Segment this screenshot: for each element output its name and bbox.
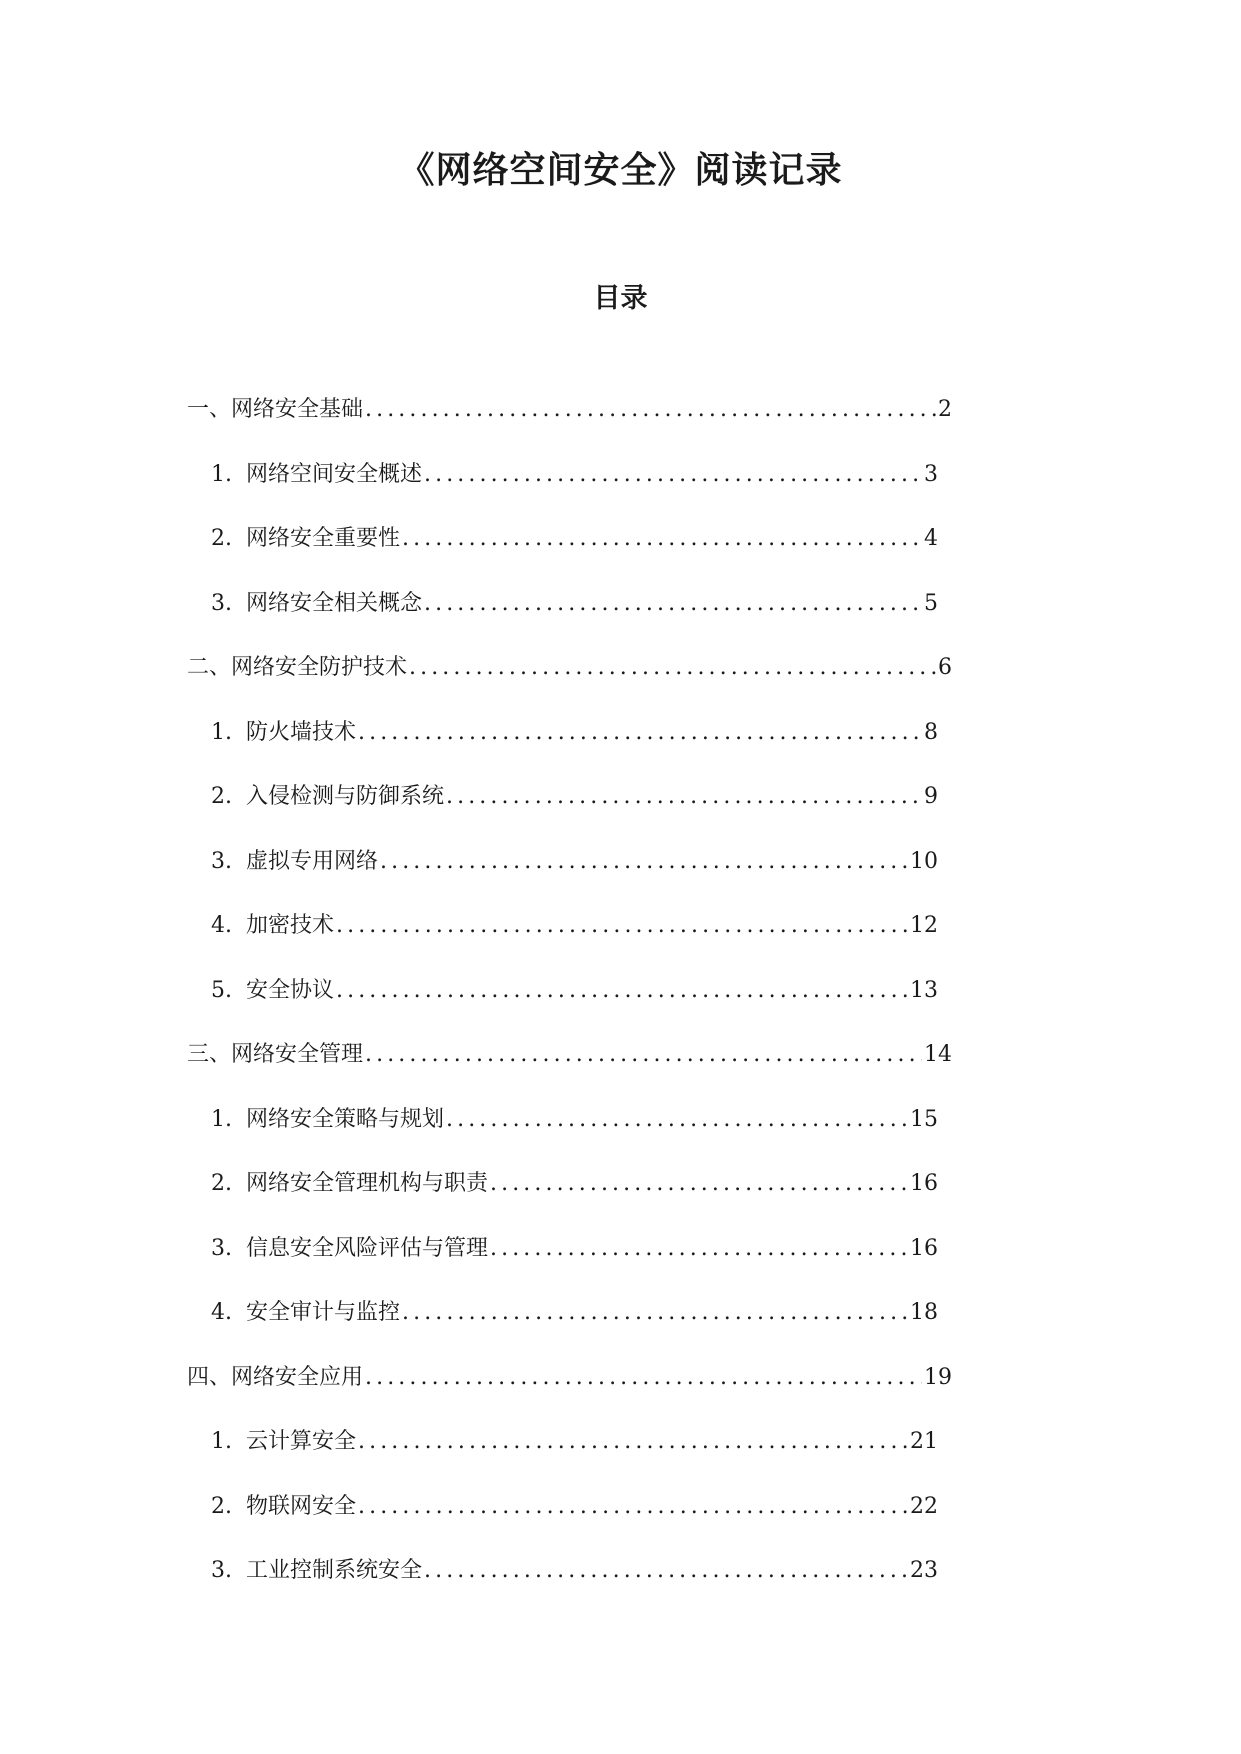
toc-subsection-entry[interactable] [196,1169,938,1199]
toc-subsection-entry[interactable] [196,1492,938,1522]
toc-entry-number: 3. [211,591,232,616]
toc-subsection-entry[interactable] [196,1556,938,1586]
toc-dot-leader [402,524,922,554]
toc-entry-label: 网络空间安全概述 [246,462,423,487]
toc-entry-number: 1. [211,720,232,745]
toc-entry-label: 安全协议 [246,978,335,1003]
toc-subsection-entry[interactable] [196,718,938,748]
toc-page-number: 4 [924,526,938,551]
toc-entry-number: 5. [211,978,232,1003]
toc-entry-label: 入侵检测与防御系统 [246,784,445,809]
toc-dot-leader [365,395,936,425]
toc-entry-label: 四、网络安全应用 [187,1365,364,1390]
toc-dot-leader [365,1040,922,1070]
toc-dot-leader [336,976,908,1006]
toc-entry-number: 3. [211,1558,232,1583]
toc-dot-leader [490,1234,908,1264]
toc-page-number: 2 [938,397,952,422]
toc-page-number: 23 [910,1558,938,1583]
toc-page-number: 12 [910,913,938,938]
toc-page-number: 16 [910,1236,938,1261]
toc-subsection-entry[interactable] [196,460,938,490]
document-title: 《网络空间安全》阅读记录 [398,149,843,191]
toc-entry-label: 一、网络安全基础 [187,397,364,422]
toc-entry-label: 物联网安全 [246,1494,357,1519]
toc-section-entry[interactable] [187,653,952,683]
toc-entry-label: 云计算安全 [246,1429,357,1454]
toc-subsection-entry[interactable] [196,1427,938,1457]
toc-entry-number: 2. [211,526,232,551]
toc-page-number: 13 [910,978,938,1003]
toc-dot-leader [380,847,908,877]
toc-page-number: 10 [910,849,938,874]
toc-page-number: 18 [910,1300,938,1325]
toc-dot-leader [358,1427,908,1457]
toc-page-number: 15 [910,1107,938,1132]
toc-entry-label: 网络安全管理机构与职责 [246,1171,489,1196]
toc-subsection-entry[interactable] [196,911,938,941]
toc-entry-label: 加密技术 [246,913,335,938]
toc-page-number: 6 [938,655,952,680]
toc-entry-number: 1. [211,1107,232,1132]
toc-entry-label: 工业控制系统安全 [246,1558,423,1583]
toc-entry-number: 1. [211,462,232,487]
toc-entry-number: 4. [211,1300,232,1325]
toc-subsection-entry[interactable] [196,1298,938,1328]
toc-entry-label: 网络安全策略与规划 [246,1107,445,1132]
toc-entry-number: 1. [211,1429,232,1454]
toc-dot-leader [336,911,908,941]
toc-dot-leader [446,782,922,812]
toc-page-number: 22 [910,1494,938,1519]
toc-subsection-entry[interactable] [196,1234,938,1264]
toc-page-number: 21 [910,1429,938,1454]
toc-entry-label: 三、网络安全管理 [187,1042,364,1067]
toc-section-entry[interactable] [187,1040,952,1070]
toc-dot-leader [424,1556,908,1586]
toc-dot-leader [358,718,922,748]
toc-entry-label: 网络安全相关概念 [246,591,423,616]
toc-page-number: 3 [924,462,938,487]
toc-dot-leader [424,460,922,490]
toc-heading: 目录 [593,283,648,314]
toc-entry-number: 2. [211,1494,232,1519]
toc-section-entry[interactable] [187,1363,952,1393]
toc-page-number: 16 [910,1171,938,1196]
toc-dot-leader [365,1363,922,1393]
toc-subsection-entry[interactable] [196,847,938,877]
toc-dot-leader [358,1492,908,1522]
toc-entry-label: 信息安全风险评估与管理 [246,1236,489,1261]
toc-subsection-entry[interactable] [196,782,938,812]
toc-dot-leader [490,1169,908,1199]
toc-entry-label: 防火墙技术 [246,720,357,745]
toc-dot-leader [409,653,936,683]
toc-subsection-entry[interactable] [196,1105,938,1135]
toc-subsection-entry[interactable] [196,524,938,554]
toc-entry-number: 2. [211,784,232,809]
toc-entry-label: 安全审计与监控 [246,1300,401,1325]
toc-dot-leader [446,1105,908,1135]
toc-page-number: 5 [924,591,938,616]
toc-entry-number: 3. [211,1236,232,1261]
toc-dot-leader [402,1298,908,1328]
toc-subsection-entry[interactable] [196,976,938,1006]
toc-entry-number: 4. [211,913,232,938]
toc-entry-number: 2. [211,1171,232,1196]
toc-page-number: 9 [924,784,938,809]
toc-dot-leader [424,589,922,619]
toc-page-number: 8 [924,720,938,745]
toc-entry-label: 虚拟专用网络 [246,849,379,874]
toc-entry-label: 二、网络安全防护技术 [187,655,408,680]
toc-page-number: 19 [924,1365,952,1390]
toc-entry-number: 3. [211,849,232,874]
toc-section-entry[interactable] [187,395,952,425]
toc-subsection-entry[interactable] [196,589,938,619]
toc-page-number: 14 [924,1042,952,1067]
toc-entry-label: 网络安全重要性 [246,526,401,551]
